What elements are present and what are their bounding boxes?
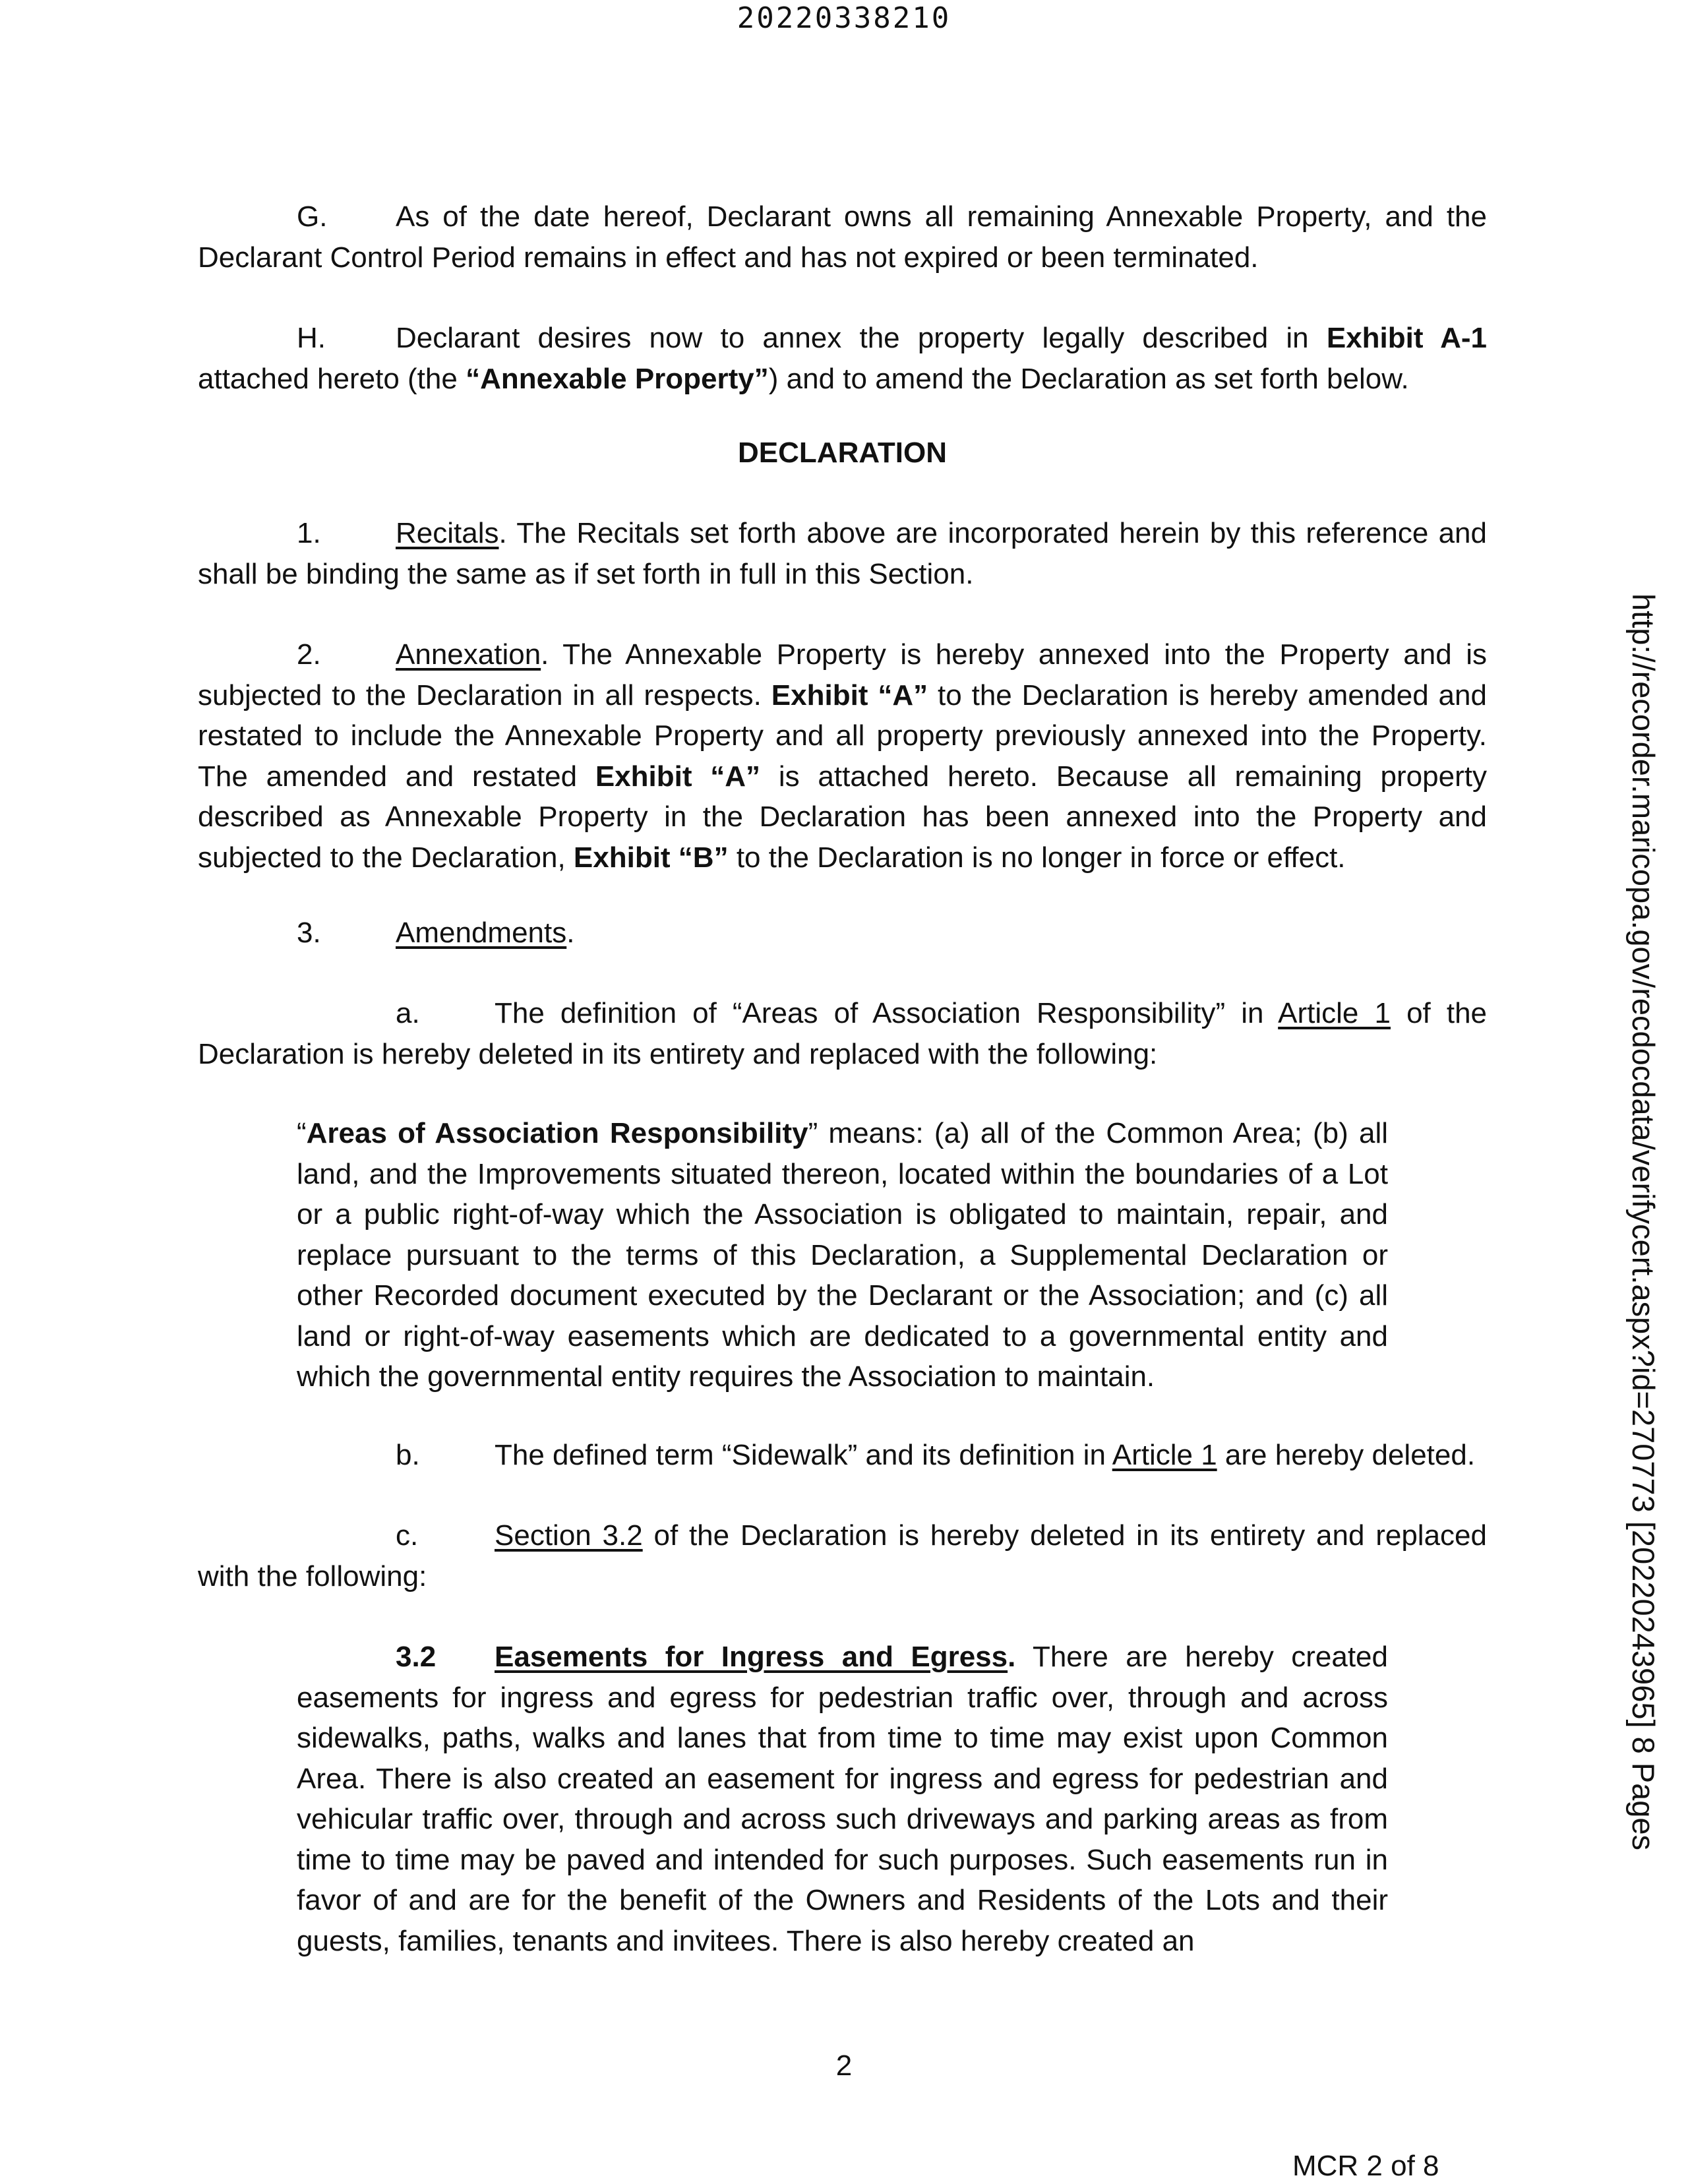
section-text: . The Annexable Property is hereby annexed into the Property and is subjected to the Declaration in all respects. — [198, 638, 1487, 712]
amendment-item-a — [198, 993, 1487, 1074]
title-period: . — [1008, 1641, 1016, 1673]
recorder-verification-stamp: http://recorder.maricopa.gov/recdocdata/verifycert.aspx?id=270773 [20220243965] 8 Pages — [1626, 593, 1661, 1851]
paragraph-label: H. — [297, 322, 326, 354]
section-number: 3.2 — [396, 1641, 437, 1673]
section-reference: Section 3.2 — [495, 1519, 643, 1552]
item-label: a. — [396, 997, 420, 1029]
item-text: of the Declaration is hereby deleted in its entirety and replaced with the following: — [198, 1519, 1487, 1592]
section-title: Recitals — [396, 517, 499, 549]
quoted-definition — [297, 1113, 1388, 1397]
exhibit-reference: Exhibit “B” — [573, 841, 729, 874]
section-text: There are hereby created easements for ingress and egress for pedestrian traffic over, through and across sidewalks, paths, walks and lanes that from time to time may exist upon Common Area. There is also created an easement for ingress and egress for pedestrian and vehicular traffic over, through and across such driveways and parking areas as from time to time may be paved and intended for such purposes. Such easements run in favor of and are for the benefit of the Owners and Residents of the Lots and their guests, families, tenants and invitees. There is also hereby created an — [297, 1641, 1388, 1957]
section-title: Amendments — [396, 917, 567, 949]
section-1 — [198, 513, 1487, 594]
paragraph-text: attached hereto (the — [198, 362, 458, 395]
quoted-section-3-2 — [297, 1637, 1388, 1961]
paragraph-text: Declarant desires now to annex the property legally described in — [396, 322, 1309, 354]
section-heading — [198, 433, 1487, 473]
quote-mark: “ — [297, 1117, 307, 1149]
section-text: to the Declaration is no longer in force or effect. — [736, 841, 1346, 874]
document-number: 20220338210 — [737, 1, 951, 35]
page-number: 2 — [835, 2049, 853, 2082]
page-count-label: MCR 2 of 8 — [1292, 2150, 1439, 2182]
article-reference: Article 1 — [1112, 1439, 1217, 1471]
amendment-item-c — [198, 1515, 1487, 1596]
section-number: 2. — [297, 638, 321, 671]
heading-text: DECLARATION — [738, 437, 947, 469]
defined-term: “Annexable Property” — [466, 362, 769, 395]
exhibit-reference: Exhibit “A” — [771, 679, 928, 712]
defined-term: Areas of Association Responsibility — [306, 1117, 808, 1149]
paragraph-h — [198, 318, 1487, 399]
exhibit-reference: Exhibit “A” — [595, 760, 761, 793]
section-text: . — [566, 917, 575, 949]
section-text: . The Recitals set forth above are incorporated herein by this reference and shall be binding the same as if set forth in full in this Section. — [198, 517, 1487, 590]
paragraph-label: G. — [297, 200, 328, 233]
section-number: 1. — [297, 517, 321, 549]
section-text: is attached hereto. Because all remaining property described as Annexable Property in the Declaration has been annexed into the Property and subjected to the Declaration, — [198, 760, 1487, 874]
section-3 — [198, 913, 1487, 954]
section-number: 3. — [297, 917, 321, 949]
paragraph-text: As of the date hereof, Declarant owns all remaining Annexable Property, and the Declarant Control Period remains in effect and has not expired or been terminated. — [198, 200, 1487, 274]
item-label: b. — [396, 1439, 420, 1471]
amendment-item-b — [198, 1435, 1487, 1476]
item-label: c. — [396, 1519, 419, 1552]
item-text: are hereby deleted. — [1224, 1439, 1476, 1471]
item-text: of the Declaration is hereby deleted in its entirety and replaced with the following: — [198, 997, 1488, 1070]
section-title: Annexation — [396, 638, 541, 671]
section-2 — [198, 634, 1487, 878]
item-text: The definition of “Areas of Association Responsibility” in — [495, 997, 1264, 1029]
section-text: to the Declaration is hereby amended and restated to include the Annexable Property and all property previously annexed into the Property. The amended and restated — [198, 679, 1487, 793]
article-reference: Article 1 — [1278, 997, 1391, 1029]
definition-text: ” means: (a) all of the Common Area; (b) all land, and the Improvements situated thereon, located within the boundaries of a Lot or a public right-of-way which the Association is obligated to maintain, repair, and replace pursuant to the terms of this Declaration, a Supplemental Declaration or other Recorded document executed by the Declarant or the Association; and (c) all land or right-of-way easements which are dedicated to a governmental entity and which the governmental entity requires the Association to maintain. — [297, 1117, 1388, 1393]
exhibit-reference: Exhibit A-1 — [1326, 322, 1488, 354]
paragraph-g — [198, 197, 1487, 278]
item-text: The defined term “Sidewalk” and its definition in — [495, 1439, 1106, 1471]
paragraph-text: ) and to amend the Declaration as set forth below. — [768, 362, 1409, 395]
section-title: Easements for Ingress and Egress — [495, 1641, 1008, 1673]
